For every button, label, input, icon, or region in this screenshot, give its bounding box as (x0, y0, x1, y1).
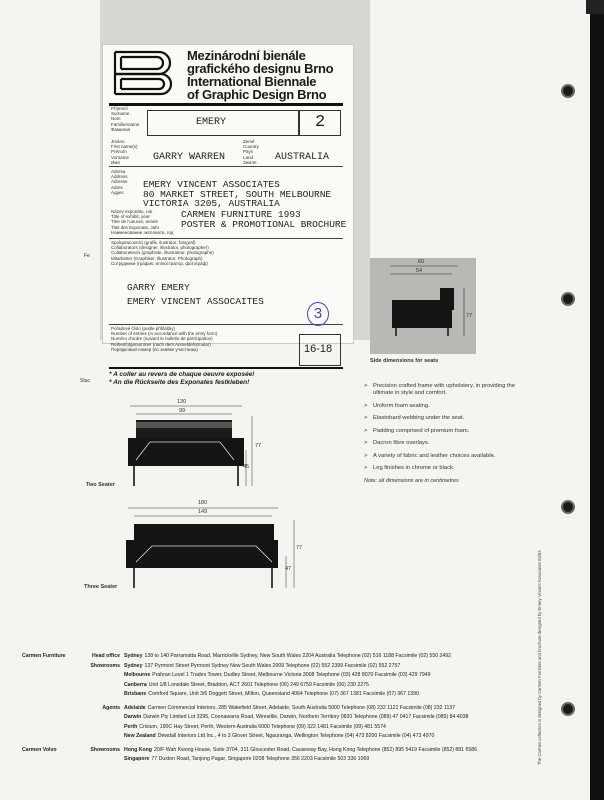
binder-hole-icon (561, 702, 575, 716)
vertical-credit-text: The Carmen collection is designed by Carmen Furniture and brochure designed by Emery Vincent Associates 03/93 (537, 550, 542, 765)
feature-item: > Padding comprised of premium foam. (364, 427, 470, 434)
handwritten-circled-number: 3 (307, 302, 329, 326)
three-seater-width-inner: 149 (198, 509, 208, 515)
biennale-logo-icon (113, 49, 179, 97)
first-name-labels: Jméno First name(s) Prénom Vorname Имя (111, 139, 138, 165)
divider (109, 367, 343, 369)
arrow-icon: > (364, 452, 368, 459)
feature-item: > A variety of fabric and leather choices available. (364, 452, 496, 459)
surname-labels: Příjmení Surname Nom Familienname Фамилия (111, 106, 140, 132)
title-labels: Název exponátu, rok Title of exhibit, year Titre de l'oeuvre, année Titel des Exponats, Jahr Наименование экспоната, год (111, 209, 174, 235)
three-seater-height-total: 77 (296, 545, 303, 551)
divider (109, 324, 343, 325)
divider (109, 238, 343, 239)
two-seater-caption: Two Seater (86, 482, 115, 488)
three-seater-diagram (122, 500, 302, 595)
country-labels: Země Country Pays Land Земля (243, 139, 259, 165)
side-diagram-caption: Side dimensions for seats (370, 358, 439, 364)
side-dimensions-diagram (370, 258, 476, 354)
biennale-title: Mezinárodní bienále grafického designu Brno International Biennale of Graphic Design Brno (187, 48, 334, 102)
footer-row: Carmen Volvo Showrooms Hong Kong 20/F Wah Kwong House, Suite 3704, 311 Gloucester Road, Causeway Bay, Hong Kong Telephone (852) 895 5419 Facsimile (852) 881 6586 (22, 746, 478, 753)
feature-list (364, 383, 524, 484)
surname-value: EMERY (196, 117, 227, 128)
surname-field (147, 110, 299, 136)
partial-label-stac: Stac (80, 378, 91, 384)
entry-number-field (299, 110, 341, 136)
divider (109, 166, 343, 167)
sheets-value: 16-18 (304, 343, 333, 355)
partial-label-fe: Fe (84, 253, 90, 259)
footer-row: Singapore 77 Duxton Road, Tanjong Pagar, Singapore 0208 Telephone 356 2203 Facsimile 503 336 1069 (124, 756, 370, 762)
binder-hole-icon (561, 292, 575, 306)
arrow-icon: > (364, 465, 368, 471)
feature-item: > Elastobard webbing under the seat. (364, 415, 465, 421)
collaborators-value: GARRY EMERY EMERY VINCENT ASSOCAITES (127, 282, 264, 307)
footer-row: Perth Crisium, 190C Hay Street, Perth, Western Australia 6000 Telephone (09) 322 1481 Facsimile (09) 481 5574 (124, 723, 386, 730)
arrow-icon: > (364, 427, 368, 434)
three-seater-width-total: 180 (198, 500, 208, 506)
mounting-instructions: * A coller au revers de chaque oeuvre exposée! * An die Rückseite des Exponates festkleben! (109, 371, 255, 386)
biennale-entry-label (102, 44, 354, 386)
feature-item: > Precision crafted frame with upholstery, in providing the ultimate in style and comfort. (364, 383, 515, 396)
footer-row: Brisbane Cornford Square, Unit 3/6 Doggett Street, Milton, Queensland 4064 Telephone (07) 367 1381 Facsimile (07) 367 1390 (124, 691, 419, 697)
three-seater-caption: Three Seater (84, 584, 118, 590)
sheets-field (299, 334, 341, 366)
arrow-icon: > (364, 383, 368, 389)
two-seater-width-total: 130 (177, 399, 187, 405)
footer-row: Canberra Unit 1/8 Lonsdale Street, Braddon, ACT 2601 Telephone (06) 249 6759 Facsimile (06) 230 2275 (124, 681, 369, 688)
two-seater-height-seat: 45 (243, 464, 250, 470)
address-value: EMERY VINCENT ASSOCIATES 80 MARKET STREET, SOUTH MELBOURNE VICTORIA 3205, AUSTRALIA (143, 179, 332, 209)
side-width-inner: 54 (416, 268, 423, 274)
feature-item: > Leg finishes in chrome or black. (364, 465, 455, 471)
footer-row: Carmen Furniture Head office Sydney 138 to 140 Parramatta Road, Marrickville Sydney, New South Wales 2204 Australia Telephone (02) 516 1188 Facsimile (02) 550 2492 (22, 653, 452, 659)
divider (109, 103, 343, 106)
entry-number-value: 2 (315, 113, 326, 132)
side-width-total: 60 (418, 259, 425, 265)
footer-row: Agents Adelaide Carmen Commercial Interiors, 285 Wakefield Street, Adelaide, South Australia 5000 Telephone (08) 232 1121 Facsimile (08) 232 1137 (102, 704, 456, 711)
country-value: AUSTRALIA (275, 152, 330, 163)
footer-row: Darwin Darwin Pty Limited Lot 3295, Coonawarra Road, Winnellie, Darwin, Northern Territory 0820 Telephone (089) 47 0417 Facsimile (089) 84 4038 (124, 714, 469, 720)
three-seater-height-seat: 47 (285, 566, 292, 572)
footer-row: New Zealand Dewdall Interiors Ltd Inc., 4 to 3 Glover Street, Ngauranga, Wellington Telephone (04) 473 8200 Facsimile (04) 473 4970 (124, 733, 435, 739)
dimensions-note: Note: all dimensions are in centimetres (364, 477, 459, 484)
first-name-value: GARRY WARREN (153, 152, 226, 163)
arrow-icon: > (364, 415, 368, 421)
arrow-icon: > (364, 440, 368, 446)
two-seater-height-total: 77 (255, 443, 262, 449)
feature-item: > Dacron fibre overlays. (364, 440, 430, 446)
binder-hole-icon (561, 84, 575, 98)
address-labels: Adresa Address Adresse Adres Адрес (111, 169, 128, 195)
sheets-labels: Pořadové číslo (podle přihlášky) Number of entries (in accordance with the entry form) Numéro d'ordre (suivant le bulletin de participation) Reihenfolgenummer (nach dem Anmeldeformular) Порядковый номер (по заявке участника) (111, 326, 218, 352)
binder-hole-icon (561, 500, 575, 514)
title-value: CARMEN FURNITURE 1993 POSTER & PROMOTIONAL BROCHURE (181, 209, 347, 230)
contact-footer (22, 652, 502, 765)
footer-row: Melbourne Prahran Level 1 Trades Tower, Dudley Street, Melbourne Victoria 3008 Telephone (03) 428 8070 Facsimile (03) 429 7949 (124, 672, 431, 678)
footer-row: Showrooms Sydney 137 Pyrmont Street Pyrmont Sydney New South Wales 2009 Telephone (02) 552 2399 Facsimile (02) 552 2757 (90, 662, 401, 669)
arrow-icon: > (364, 402, 368, 409)
page-edge-shadow (590, 0, 604, 800)
two-seater-width-inner: 99 (179, 408, 186, 414)
two-seater-diagram (120, 398, 270, 493)
feature-item: > Uniform foam seating. (364, 402, 430, 409)
side-height: 77 (466, 313, 473, 319)
collaborators-labels: Spolupracovníci (grafik, ilustrátor, fotograf) Collaborators (designer, illustrator, photographer) Collaborateurs (graphiste, illustrateur, photographe) Mitarbeiter (Graphiker, Illustrator, Photograph) Сотрудники (график, иллюстратор, фотограф) (111, 240, 214, 266)
corner-tab (586, 0, 604, 14)
